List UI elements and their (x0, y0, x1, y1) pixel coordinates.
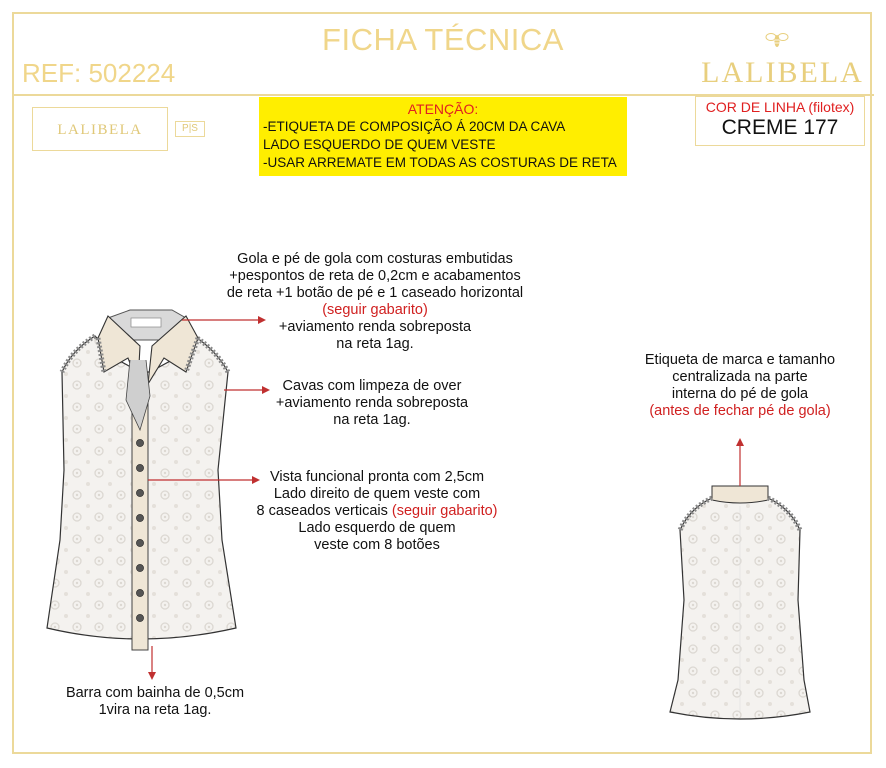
attention-line: -ETIQUETA DE COMPOSIÇÃO Á 20CM DA CAVA (263, 119, 566, 134)
note-line: Cavas com limpeza de over (282, 378, 462, 394)
note-highlight: (seguir gabarito) (322, 302, 428, 318)
note-line: Etiqueta de marca e tamanho (644, 352, 836, 368)
placket-note (232, 469, 522, 554)
note-line: Gola e pé de gola com costuras embutidas (237, 251, 513, 267)
note-line: de reta +1 botão de pé e 1 caseado horizontal (226, 285, 524, 301)
attention-line: -USAR ARREMATE EM TODAS AS COSTURAS DE RETA (263, 155, 617, 170)
thread-color-value: CREME 177 (721, 116, 839, 139)
page-title: FICHA TÉCNICA (322, 22, 564, 57)
note-highlight: (antes de fechar pé de gola) (649, 403, 831, 419)
back-collar (712, 486, 768, 503)
note-line: na reta 1ag. (333, 412, 411, 428)
note-line: Vista funcional pronta com 2,5cm (269, 469, 485, 485)
hem-note (50, 685, 260, 719)
thread-color-label: COR DE LINHA (filotex) (705, 99, 855, 115)
label-note (618, 352, 862, 420)
note-line: interna do pé de gola (671, 386, 809, 402)
note-line: Lado esquerdo de quem (298, 520, 456, 536)
reference-code: REF: 502224 (22, 58, 176, 88)
back-view (670, 486, 810, 719)
armhole-note (262, 378, 482, 429)
note-line: +aviamento renda sobreposta (275, 395, 469, 411)
inner-label-icon (131, 318, 161, 327)
attention-line: LADO ESQUERDO DE QUEM VESTE (263, 137, 496, 152)
note-line: Lado direito de quem veste com (273, 486, 481, 502)
brand-logo-text: LALIBELA (701, 56, 864, 89)
note-line: +aviamento renda sobreposta (278, 319, 472, 335)
note-line: Barra com bainha de 0,5cm (65, 685, 245, 701)
note-line: veste com 8 botões (314, 537, 440, 553)
note-line: 1vira na reta 1ag. (98, 702, 212, 718)
size-label-sample: P|S (175, 121, 205, 137)
note-text: 8 caseados verticais (256, 503, 392, 519)
collar-note (205, 251, 545, 353)
note-line: na reta 1ag. (336, 336, 414, 352)
note-highlight: (seguir gabarito) (391, 503, 498, 519)
attention-title: ATENÇÃO: (407, 101, 479, 117)
note-line (232, 503, 522, 520)
note-line: +pespontos de reta de 0,2cm e acabamentos (229, 268, 521, 284)
note-line: centralizada na parte (672, 369, 808, 385)
front-placket (132, 398, 148, 650)
brand-label-sample: LALIBELA (32, 107, 168, 151)
